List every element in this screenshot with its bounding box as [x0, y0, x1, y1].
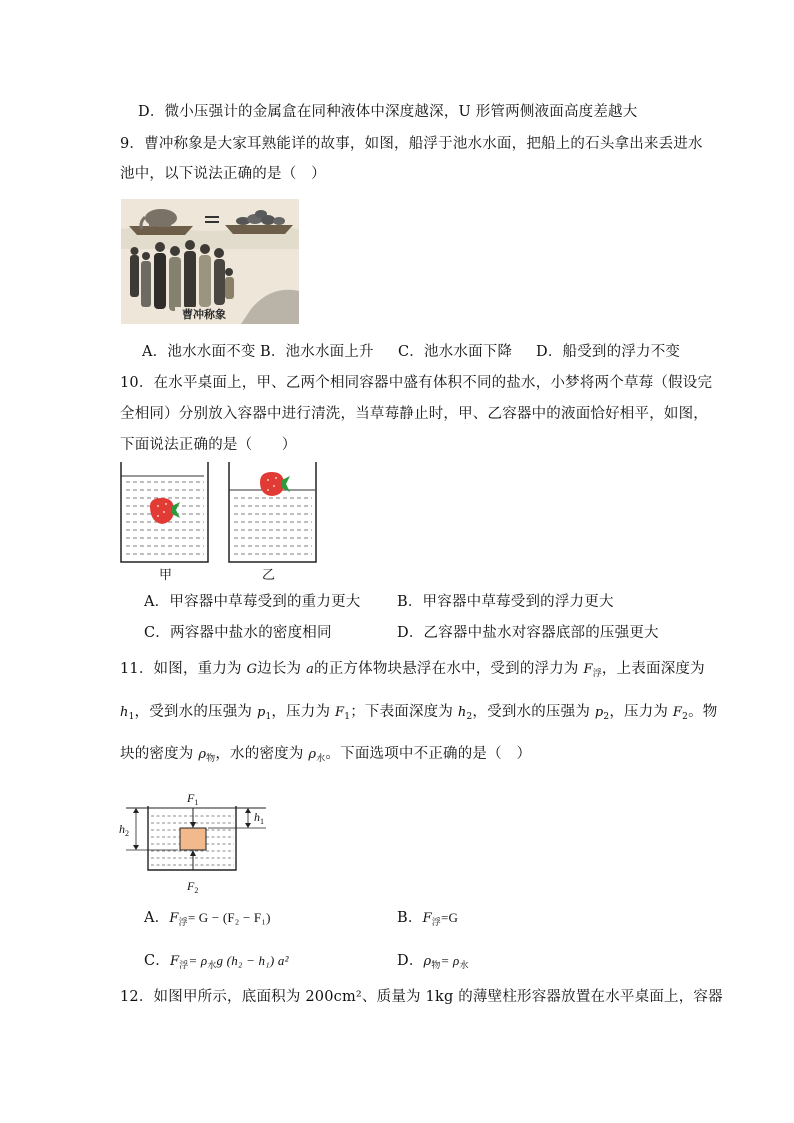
- q10-stem-line2: 全相同）分别放入容器中进行清洗，当草莓静止时，甲、乙容器中的液面恰好相平，如图，: [120, 406, 708, 422]
- var-rho-shui: $\rho_水$: [308, 747, 326, 764]
- q11-line2: [120, 702, 718, 727]
- q9-stem-line1: 9．曹冲称象是大家耳熟能详的故事，如图，船浮于池水水面，把船上的石头拿出来丢进水: [120, 136, 703, 152]
- q11-block-figure: [116, 786, 286, 896]
- q11-line1-text-b: 边长为: [257, 661, 307, 677]
- var-rho-wu: $\rho_物$: [198, 747, 216, 764]
- q11-line3-text-a: 块的密度为: [120, 746, 199, 762]
- q11-line3-text-b: ，水的密度为: [215, 746, 309, 762]
- fig-label-F2: F: [187, 879, 195, 893]
- q10-option-b: B．甲容器中草莓受到的浮力更大: [397, 594, 614, 610]
- q10-stem-line3: 下面说法正确的是（ ）: [120, 437, 297, 453]
- q11-line3-text-c: 。下面选项中不正确的是（ ）: [325, 746, 532, 762]
- q10-option-a: A．甲容器中草莓受到的重力更大: [144, 594, 361, 610]
- q11-line1-text-c: 的正方体物块悬浮在水中，受到的浮力为: [314, 661, 584, 677]
- svg-text:F1: $F_1$: [187, 791, 199, 807]
- var-a: a: [306, 662, 315, 677]
- fig-label-h1: h: [254, 810, 260, 824]
- q9-option-d: D．船受到的浮力不变: [536, 344, 681, 360]
- svg-text:h1: $h_1$: [254, 810, 264, 826]
- illustration-caption: 曹冲称象: [182, 308, 226, 321]
- sub-fu: 浮: [592, 669, 602, 679]
- q11-line2-text-b: ，压力为: [271, 704, 336, 720]
- q11-line2-text-f: 。物: [688, 704, 718, 720]
- q10-stem-line1: 10．在水平桌面上，甲、乙两个相同容器中盛有体积不同的盐水，小梦将两个草莓（假设完: [120, 375, 713, 391]
- var-p2: $p_2$: [594, 705, 610, 722]
- q11-option-a: A．$F_浮= G - (F_2 - F_1)$: [144, 910, 271, 928]
- var-F-fu: $F_浮$: [583, 662, 602, 679]
- var-F1: $F_1$: [335, 705, 351, 722]
- q9-option-a: A．池水水面不变: [142, 344, 256, 360]
- q11-line2-text-c: ；下表面深度为: [350, 704, 458, 720]
- q10-containers-figure: [118, 462, 322, 564]
- var-h1: $h_1$: [120, 705, 135, 722]
- q11-line1: [120, 659, 705, 684]
- var-F2: $F_2$: [672, 705, 689, 722]
- q11-line2-text-e: ，压力为: [609, 704, 673, 720]
- q11-line3: [120, 744, 531, 769]
- label-jia: 甲: [159, 568, 173, 583]
- svg-text:h2: $h_2$: [119, 822, 129, 838]
- svg-text:F2: $F_2$: [187, 879, 199, 895]
- q12-stem-line1: 12．如图甲所示，底面积为 200cm²、质量为 1kg 的薄壁柱形容器放置在水平桌面上，容器: [120, 989, 723, 1005]
- q8-option-d: D．微小压强计的金属盒在同种液体中深度越深，U 形管两侧液面高度差越大: [138, 104, 638, 120]
- var-p1: $p_1$: [256, 705, 272, 722]
- cao-chong-illustration: [121, 199, 299, 324]
- q9-stem-line2: 池中，以下说法正确的是（ ）: [120, 166, 326, 182]
- q11-line2-text-d: ，受到水的压强为: [472, 704, 595, 720]
- container-jia: [121, 462, 208, 562]
- var-h2: $h_2$: [457, 705, 473, 722]
- q10-option-c: C．两容器中盐水的密度相同: [144, 625, 332, 641]
- fig-label-h2: h: [119, 822, 125, 836]
- container-yi: [229, 462, 316, 562]
- q11-option-c: C．$F_浮= \rho_水g$ (h₂ − h₁) a²: [144, 953, 289, 971]
- q11-option-d: D．$\rho_物= \rho_水$: [397, 953, 469, 971]
- label-yi: 乙: [262, 568, 276, 583]
- q10-option-d: D．乙容器中盐水对容器底部的压强更大: [397, 625, 659, 641]
- q11-line1-text-a: 11．如图，重力为: [120, 661, 247, 677]
- q11-line1-text-d: ，上表面深度为: [601, 661, 705, 677]
- q11-line2-text-a: ，受到水的压强为: [134, 704, 257, 720]
- var-G: G: [246, 662, 258, 677]
- q9-option-b: B．池水水面上升: [260, 344, 374, 360]
- q9-option-c: C．池水水面下降: [398, 344, 513, 360]
- fig-label-F1: F: [187, 791, 195, 805]
- q11-option-b: B．$F_浮=G$: [397, 910, 459, 928]
